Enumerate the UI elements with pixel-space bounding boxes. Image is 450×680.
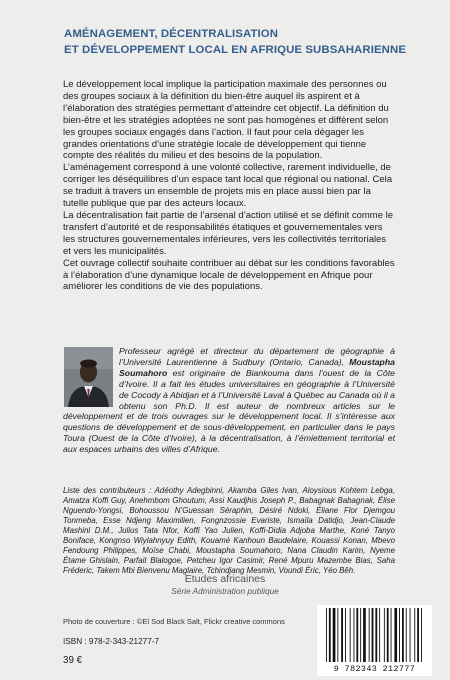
photo-credit: Photo de couverture : ©El Sod Black Salt, Flickr creative commons	[63, 617, 285, 626]
bio-text-part-2: est originaire de Biankouma dans l’ouest de la Côte d’Ivoire. Il a fait les études universitaires en géographie à l’Université de Cocody à Abidjan et à l’Université Laval à Québec au Canada où il a obtenu son Ph.D. Il est auteur de nombreux articles sur le développement et de trois ouvrages sur le développement local. Il s’intéresse aux questions de développement et de sous-développement, en particulier dans le pays Toura (Ouest de la Côte d’Ivoire), à la décentralisation, à l’émiettement territorial et aux espaces urbains des villes d’Afrique.	[63, 367, 395, 455]
contributors-list: Liste des contributeurs : Adéothy Adegbinni, Akamba Giles Ivan, Aloysious Kohtem Lebga, Amatza Koffi Guy, Anehmbom Ghoutum, Assi Kaudjhis Joseph P., Babagnak Babagnak, Élise Nguendo-Yongsi, Bohoussou N’Guessan Séraphin, Désiré Ndoki, Éliane Flor Djemgou Tonmeba, Esse Ndjeng Maximilien, Fongnzossie Evariste, Ismaïla Datidjo, Jean-Claude Mashinl D.M., Julius Tata Nfor, Koffi Yao Julien, Koffi-Didia Adjoba Marthe, Koné Tanyo Boniface, Kongnso Wiylahnyuy Edith, Kouamé Kanhoun Baudelaire, Kouassi Konan, Mbevo Fendoung Philippes, Moïse Chabi, Moustapha Soumahoro, Nana Claudin Karim, Nyeme Étame Ghislain, Parfait Blalogoe, Petcheu Igor Casimir, René Mpuru Mazembe Bias, Saha Fréderic, Takem Mbi Bienvenu Maglaire, Tchindjang Mesmin, Voundi Éric, Yéo Bêh.	[63, 486, 395, 575]
summary-paragraph: La décentralisation fait partie de l’arsenal d’action utilisé et se définit comme le transfert d’autorité et de responsabilités étatiques et gouvernementales vers les structures gouvernementales inférieures, vers les collectivités territoriales et vers les municipalités.	[63, 209, 394, 257]
summary-paragraph: Cet ouvrage collectif souhaite contribuer au débat sur les conditions favorables à l’élaboration d’une dynamique locale de développement en Afrique pour améliorer les conditions de vie des populations.	[63, 257, 395, 293]
author-name: Moustapha Soumahoro	[119, 356, 395, 378]
barcode	[317, 605, 432, 676]
isbn: ISBN : 978-2-343-21277-7	[63, 637, 160, 646]
summary-paragraph: L’aménagement correspond à une volonté collective, rarement individuelle, de corriger les déséquilibres d’un espace tant local que régional ou national. Cela se traduit à travers un ensemble de projets mis en place aussi bien par la tutelle publique que par des acteurs locaux.	[63, 162, 393, 210]
barcode-bars	[322, 608, 427, 662]
barcode-number: 9 782343 212777	[333, 664, 416, 674]
series-subseries: Série Administration publique	[171, 586, 279, 596]
price: 39 €	[63, 655, 83, 666]
book-title	[64, 26, 434, 58]
summary-text	[63, 79, 395, 293]
photo-spacer	[63, 346, 119, 408]
book-title-line-2: ET DÉVELOPPEMENT LOCAL EN AFRIQUE SUBSAHARIENNE	[64, 44, 407, 56]
bio-text-part-1: Professeur agrégé et directeur du département de géographie à l’Université Laurentienne à Sudbury (Ontario, Canada),	[119, 346, 395, 367]
series-info	[0, 573, 450, 597]
book-title-line-1: AMÉNAGEMENT, DÉCENTRALISATION	[64, 28, 279, 40]
author-biography	[63, 346, 395, 455]
series-name: Etudes africaines	[184, 573, 266, 585]
summary-paragraph: Le développement local implique la participation maximale des personnes ou des groupes sociaux à la définition du bien-être auquel ils aspirent et à l’élaboration des stratégies permettant d’atteindre cet objectif. La définition du bien-être et les stratégies adoptées ne sont pas homogènes et diffèrent selon les groupes sociaux engagés dans l’action. Il faut pour cela dégager les grandes orientations d’une stratégie locale de développement qui tienne compte des réalités du milieu et des besoins de la population.	[63, 79, 389, 162]
